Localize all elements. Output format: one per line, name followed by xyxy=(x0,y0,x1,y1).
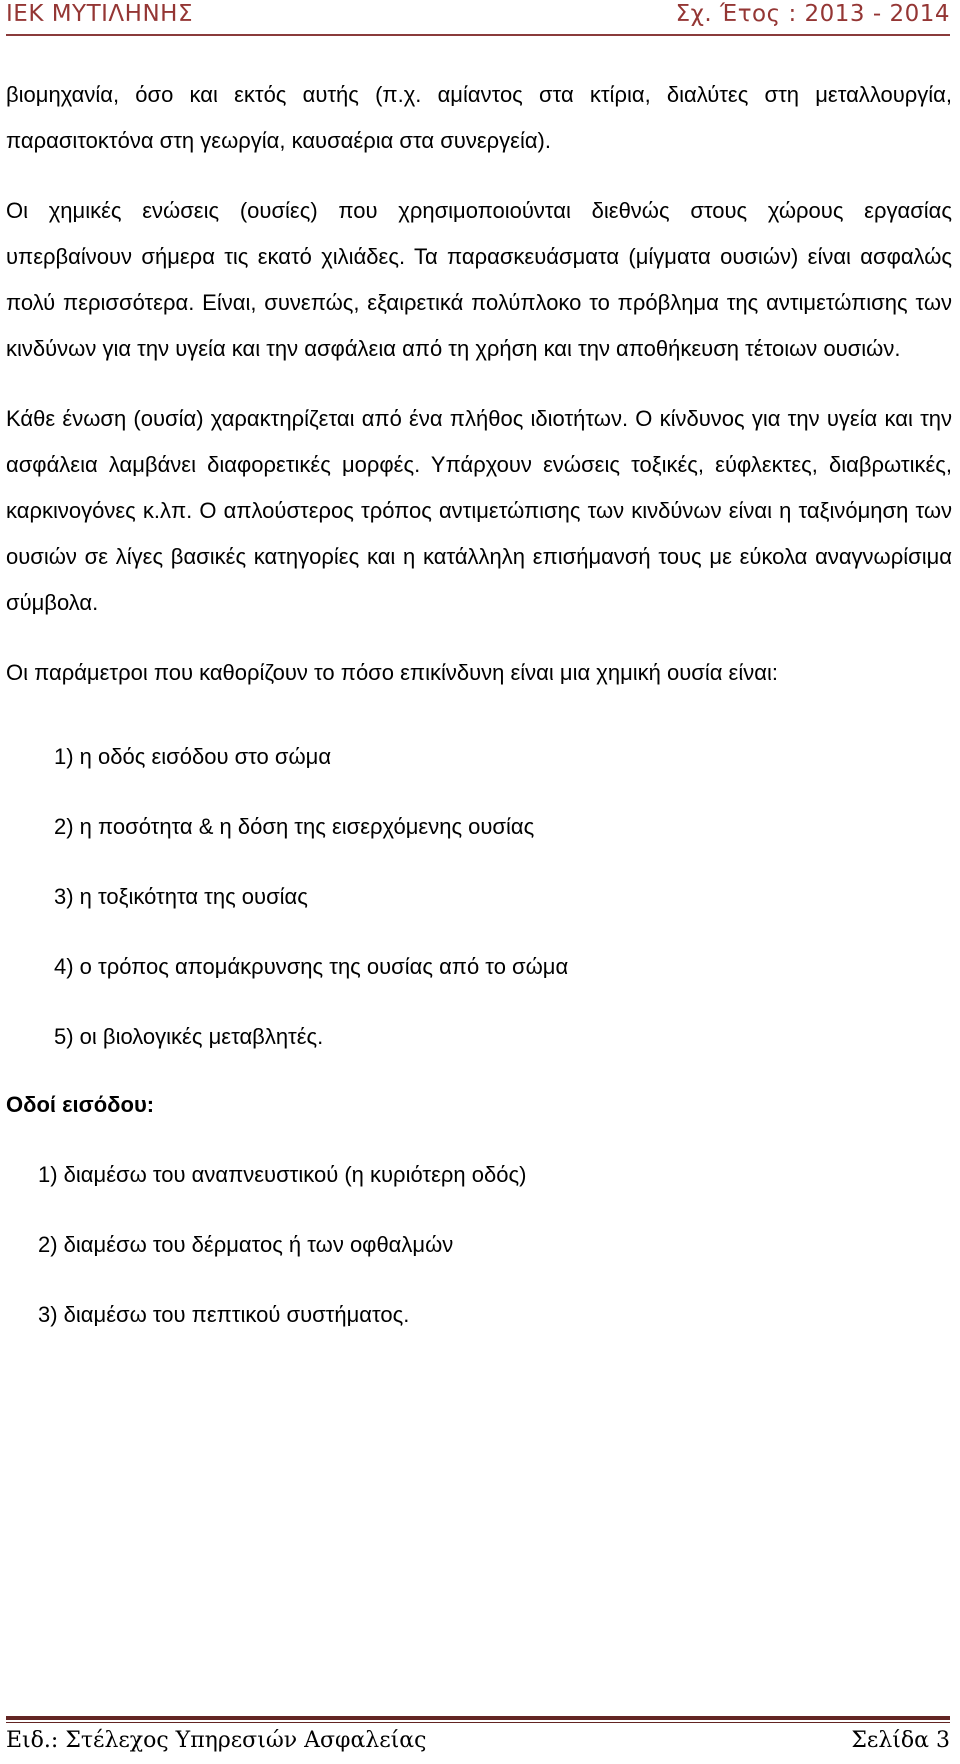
list-item: 2) διαμέσω του δέρματος ή των οφθαλμών xyxy=(38,1232,454,1257)
page-header xyxy=(6,0,950,36)
page-footer xyxy=(6,1716,950,1762)
list-item: 4) ο τρόπος απομάκρυνσης της ουσίας από το σώμα xyxy=(54,954,569,979)
document-body xyxy=(6,72,952,1330)
paragraph: βιομηχανία, όσο και εκτός αυτής (π.χ. αμίαντος στα κτίρια, διαλύτες στη μεταλλουργία, παρασιτοκτόνα στη γεωργία, καυσαέρια στα συνεργεία). xyxy=(6,82,952,153)
paragraph: Οι παράμετροι που καθορίζουν το πόσο επικίνδυνη είναι μια χημική ουσία είναι: xyxy=(6,660,778,685)
footer-divider xyxy=(6,1722,950,1723)
paragraph: Οι χημικές ενώσεις (ουσίες) που χρησιμοποιούνται διεθνώς στους χώρους εργασίας υπερβαίνουν σήμερα τις εκατό χιλιάδες. Τα παρασκευάσματα (μίγματα ουσιών) είναι ασφαλώς πολύ περισσότερα. Είναι, συνεπώς, εξαιρετικά πολύπλοκο το πρόβλημα της αντιμετώπισης των κινδύνων για την υγεία και την ασφάλεια από τη χρήση και την αποθήκευση τέτοιων ουσιών. xyxy=(6,198,952,361)
footer-divider xyxy=(6,1716,950,1720)
header-school-year: Σχ. Έτος : 2013 - 2014 xyxy=(675,1,950,27)
list-item: 5) οι βιολογικές μεταβλητές. xyxy=(54,1024,324,1049)
paragraph: Κάθε ένωση (ουσία) χαρακτηρίζεται από ένα πλήθος ιδιοτήτων. Ο κίνδυνος για την υγεία και την ασφάλεια λαμβάνει διαφορετικές μορφές. Υπάρχουν ενώσεις τοξικές, εύφλεκτες, διαβρωτικές, καρκινογόνες κ.λπ. Ο απλούστερος τρόπος αντιμετώπισης των κινδύνων είναι η ταξινόμηση των ουσιών σε λίγες βασικές κατηγορίες και η κατάλληλη επισήμανσή τους με εύκολα αναγνωρίσιμα σύμβολα. xyxy=(6,406,952,615)
list-item: 2) η ποσότητα & η δόση της εισερχόμενης ουσίας xyxy=(54,814,535,839)
list-item: 1) διαμέσω του αναπνευστικού (η κυριότερη οδός) xyxy=(38,1162,527,1187)
footer-specialty: Ειδ.: Στέλεχος Υπηρεσιών Ασφαλείας xyxy=(6,1728,427,1753)
list-item: 3) η τοξικότητα της ουσίας xyxy=(54,884,308,909)
list-item: 1) η οδός εισόδου στο σώμα xyxy=(54,744,332,769)
section-heading: Οδοί εισόδου: xyxy=(6,1092,155,1117)
header-institution: ΙΕΚ ΜΥΤΙΛΗΝΗΣ xyxy=(6,1,193,27)
page-number: Σελίδα 3 xyxy=(851,1728,950,1753)
list-item: 3) διαμέσω του πεπτικού συστήματος. xyxy=(38,1302,410,1327)
